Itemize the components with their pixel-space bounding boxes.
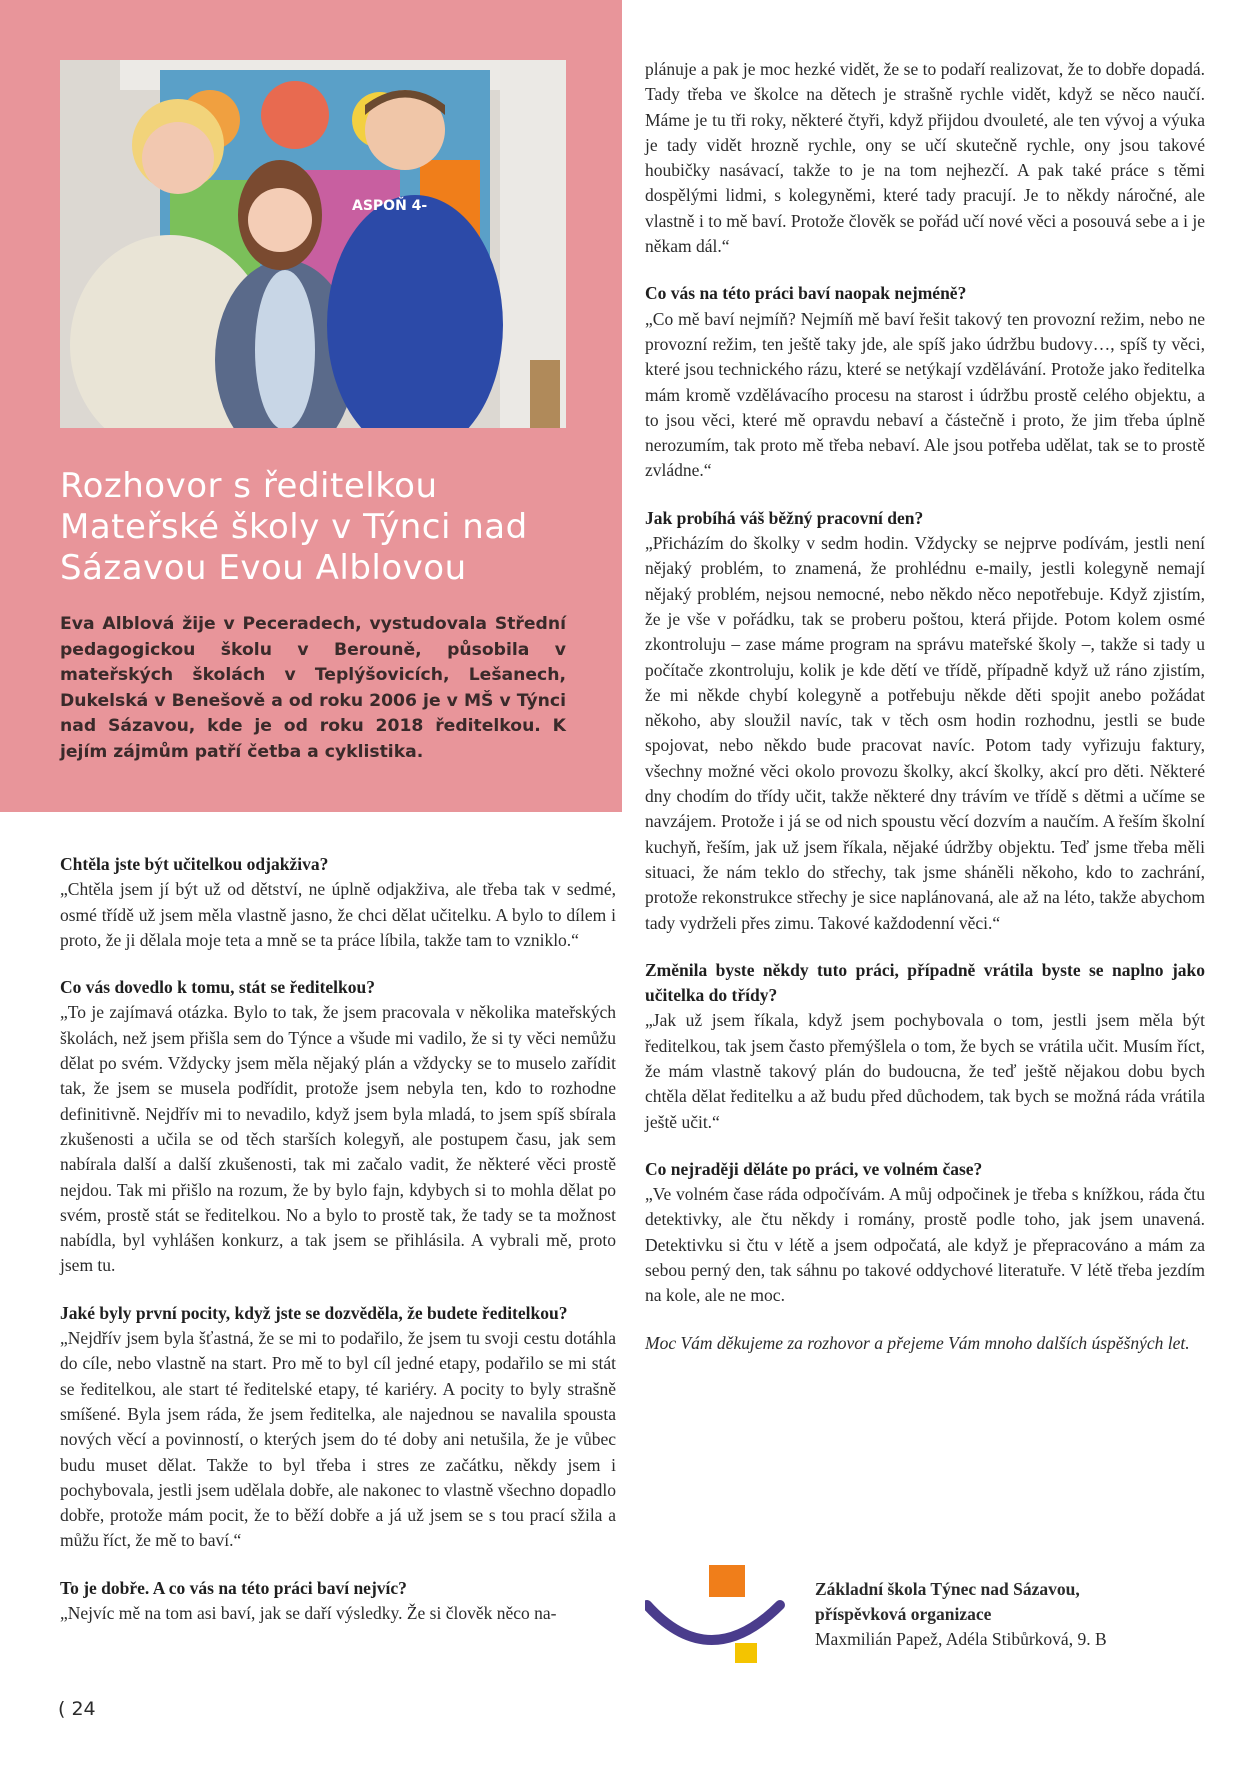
qa-block <box>60 852 616 953</box>
school-signature <box>645 1565 1205 1665</box>
article-intro: Eva Alblová žije v Peceradech, vystudovala Střední pedagogickou školu v Berouně, působila v mateřských školách v Teplýšovicích, Lešanech, Dukelská v Benešově a od roku 2006 je v MŠ v Týnci nad Sázavou, kde je od roku 2018 ředitelkou. K jejím zájmům patří četba a cyklistika. <box>60 614 566 762</box>
answer: „Přicházím do školky v sedm hodin. Vždycky se nejprve podívám, jestli není nějaký problém, to znamená, že prohlédnu e-maily, jestli kolegyně nemají nějaký problém, nejsou nemocné, nebo někdo něco nepotřebuje. Když zjistím, že je vše v pořádku, tak se proberu poštou, která přijde. Potom kolem osmé zkontroluju – zase máme program na správu mateřské školy –, takže si tady u počítače zkontroluju, kolik je kde dětí ve třídě, případně když už ráno zjistím, že mi někde chybí kolegyně a potřebuju někde děti spojit anebo požádat někoho, aby sloužil navíc, tak v těch osm hodin rozhodnu, jestli se bude spojovat, nebo někdo bude pracovat navíc. Potom tady vyřizuju faktury, všechny možné věci okolo provozu školky, akcí školky, akcí pro děti. Některé dny chodím do třídy učit, takže některé dny trávím ve třídě s dětmi a učíme se navzájem. Protože i já se od nich spoustu věcí dozvím a naučím. A řeším školní kuchyň, řeším, jak už jsem říkala, nějaké údržby objektu. Teď jsme třeba měli situaci, že nám teklo do střechy, tak jsme sháněli někoho, kdo to zachrání, protože rekonstrukce střechy je sice naplánovaná, ale až na léto, takže abychom tady vydrželi přes zimu. Takové každodenní věci.“ <box>645 533 1205 933</box>
hoodie-text: ASPOŇ 4- <box>352 198 428 214</box>
answer: „Nejdřív jsem byla šťastná, že se mi to podařilo, že jsem tu svoji cestu dotáhla do cíle, nebo vlastně na start. Pro mě to byl cíl jedné etapy, podařilo se mi stát se ředitelkou, ale start té ředitelské etapy, té kariéry. A pocity to byly strašně smíšené. Byla jsem ráda, že jsem ředitelka, ale najednou se navalila spousta nových věcí a povinností, o kterých jsem do té doby ani netušila, že je vůbec budu muset dělat. Takže to byl třeba i stres ze začátku, někdy jsem i pochybovala, jestli jsem udělala dobře, ale nakonec to vlastně všechno dopadlo dobře, protože mám pocit, že to běží dobře a já už jsem se s tou prací sžila a můžu říct, že mě to baví.“ <box>60 1328 616 1551</box>
answer-continuation: plánuje a pak je moc hezké vidět, že se to podaří realizovat, že to dobře dopadá. Tady třeba ve školce na dětech je strašně rychle vidět, když se něco naučí. Máme je tu tři roky, některé čtyři, když přijdou dvouleté, ale ten vývoj a výuka je tady vidět hrozně rychle, ony se učí skutečně rychle, ony jsou takové houbičky nasávací, takže to je na tom nejhezčí. A pak také práce s těmi dospělými lidmi, s kolegyněmi, které tady pracují. Je to někdy náročné, ale vlastně i to mě baví. Protože člověk se pořád učí nové věci a posouvá sebe a i je někam dál.“ <box>645 59 1205 257</box>
title-line: Rozhovor s ředitelkou <box>60 466 438 506</box>
question: Co vás na této práci baví naopak nejméně? <box>645 283 967 304</box>
article-authors: Maxmilián Papež, Adéla Stibůrková, 9. B <box>815 1629 1107 1649</box>
answer: „Chtěla jsem jí být už od dětství, ne úplně odjakživa, ale třeba tak v sedmé, osmé třídě už jsem měla vlastně jasno, že chci dělat učitelku. A bylo to dílem i proto, že ji dělala moje teta a mně se ta práce líbila, takže tam to vzniklo.“ <box>60 879 616 950</box>
school-name-line2: příspěvková organizace <box>815 1604 992 1624</box>
question: Změnila byste někdy tuto práci, případně vrátila byste se naplno jako učitelka do třídy? <box>645 959 1205 1006</box>
page-number: ( 24 <box>58 1698 96 1720</box>
qa-block <box>60 975 616 1279</box>
question: Jak probíhá váš běžný pracovní den? <box>645 507 924 528</box>
qa-block <box>645 281 1205 483</box>
qa-block <box>645 506 1205 936</box>
title-line: Mateřské školy v Týnci nad <box>60 507 528 547</box>
answer: „Nejvíc mě na tom asi baví, jak se daří výsledky. Že si člověk něco na- <box>60 1603 557 1624</box>
answer: „To je zajímavá otázka. Bylo to tak, že jsem pracovala v několika mateřských školách, než jsem přišla sem do Týnce a všude mi vadilo, že si ty věci nemůžu dělat po svém. Vždycky jsem měla nějaký plán a vždycky se to muselo zařídit tak, že jsem se musela podřídit, protože jsem nebyla ten, kdo to rozhodne definitivně. Nejdřív mi to nevadilo, když jsem byla mladá, to jsem spíš sbírala zkušenosti a učila se od těch starších kolegyň, ale postupem času, jak sem nabírala další a další zkušenosti, tak mi začalo vadit, že některé věci prostě nejdou. Tak mi přišlo na rozum, že by bylo fajn, kdybych si to mohla dělat po svém, prostě stát se ředitelkou. No a bylo to prostě tak, že tady se ta možnost nabídla, byl vyhlášen konkurz, a tak jsem se přihlásila. A vybrali mě, proto jsem tu. <box>60 1002 616 1276</box>
question: Co nejraději děláte po práci, ve volném čase? <box>645 1158 983 1179</box>
qa-block <box>645 1157 1205 1309</box>
school-logo-icon <box>645 1565 795 1665</box>
question: Chtěla jste být učitelkou odjakživa? <box>60 854 329 874</box>
answer: „Co mě baví nejmíň? Nejmíň mě baví řešit takový ten provozní režim, nebo ne provozní režim, ten ještě taky jde, ale spíš jako údržbu budovy…, spíš ty věci, které jsou technického rázu, které se netýkají vzdělávání. Protože jako ředitelka mám kromě vzdělávacího procesu na starost i údržbu prostě celého objektu, a to jsou věci, které mě opravdu nebaví a částečně i proto, že jim třeba úplně nerozumím, tak proto mě třeba nebaví. Ale jsou potřeba udělat, tak se to prostě zvládne.“ <box>645 308 1205 481</box>
question: Jaké byly první pocity, když jste se dozvěděla, že budete ředitelkou? <box>60 1302 568 1323</box>
question: To je dobře. A co vás na této práci baví nejvíc? <box>60 1577 407 1598</box>
qa-block <box>645 57 1205 259</box>
right-column <box>645 57 1205 1356</box>
school-info <box>815 1577 1107 1652</box>
qa-block <box>645 958 1205 1135</box>
article-title <box>60 466 580 589</box>
question: Co vás dovedlo k tomu, stát se ředitelkou? <box>60 977 376 998</box>
answer: „Jak už jsem říkala, když jsem pochybovala o tom, jestli jsem měla být ředitelkou, tak jsem často přemýšlela o tom, že bych se vrátila učit. Musím říct, že mám vlastně takový plán do budoucna, že teď ještě nějakou dobu bych chtěla dělat ředitelku a až budu před důchodem, tak bych se možná ráda vrátila ještě učit.“ <box>645 1010 1205 1132</box>
closing-thanks: Moc Vám děkujeme za rozhovor a přejeme Vám mnoho dalších úspěšných let. <box>645 1332 1190 1353</box>
qa-block <box>60 1301 616 1554</box>
title-line: Sázavou Evou Alblovou <box>60 548 467 588</box>
answer: „Ve volném čase ráda odpočívám. A můj odpočinek je třeba s knížkou, ráda čtu detektivky, ale čtu někdy i romány, prostě podle toho, jak jsem unavená. Detektivku si čtu v létě a jsem odpočatá, ale když je přepracováno a mám za sebou perný den, tak sáhnu po takové oddychové literatuře. V létě třeba jezdím na kole, ale ne moc. <box>645 1184 1205 1306</box>
interview-photo <box>60 60 566 428</box>
left-column <box>60 852 616 1648</box>
school-name: Základní škola Týnec nad Sázavou, <box>815 1579 1080 1599</box>
qa-block <box>60 1576 616 1627</box>
